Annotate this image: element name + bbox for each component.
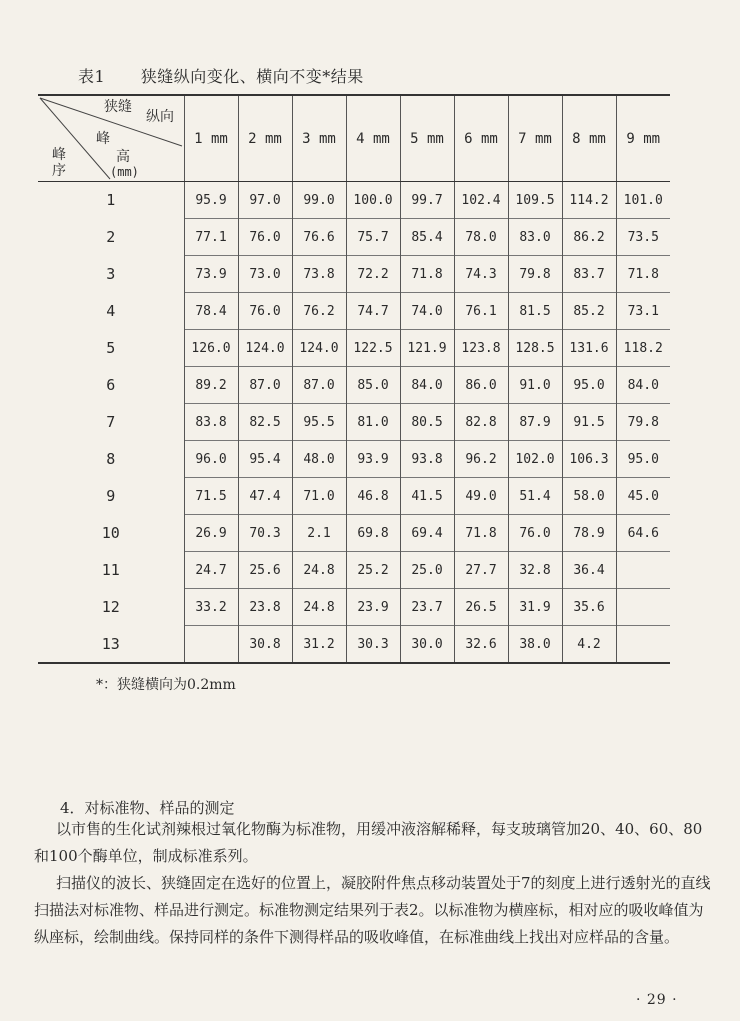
table-cell: 122.5 — [346, 330, 400, 367]
table-row — [38, 256, 670, 293]
table-cell: 128.5 — [508, 330, 562, 367]
table-caption — [78, 64, 364, 87]
row-label: 7 — [106, 413, 116, 431]
table-cell: 26.5 — [454, 589, 508, 626]
table-cell: 118.2 — [616, 330, 670, 367]
table-cell: 24.8 — [292, 589, 346, 626]
table-cell: 91.0 — [508, 367, 562, 404]
table-cell: 73.8 — [292, 256, 346, 293]
row-label: 1 — [106, 191, 116, 210]
table-cell: 87.0 — [238, 367, 292, 404]
table-cell: 77.1 — [184, 219, 238, 256]
paragraph: 以市售的生化试剂辣根过氧化物酶为标准物，用缓冲液溶解稀释，每支玻璃管加20、40、60、80和100个酶单位，制成标准系列。 — [34, 820, 703, 865]
table-row — [38, 219, 670, 256]
table-cell: 78.9 — [562, 515, 616, 552]
row-label: 12 — [101, 598, 120, 616]
corner-label-slit: 狭缝 — [104, 99, 132, 115]
table-cell: 87.9 — [508, 404, 562, 441]
table-row — [38, 293, 670, 330]
table-cell: 30.3 — [346, 626, 400, 664]
table-cell: 38.0 — [508, 626, 562, 664]
table-cell: 114.2 — [562, 182, 616, 219]
table-cell: 121.9 — [400, 330, 454, 367]
table-cell: 73.1 — [616, 293, 670, 330]
table-cell: 86.0 — [454, 367, 508, 404]
table-cell: 25.0 — [400, 552, 454, 589]
table-cell: 45.0 — [616, 478, 670, 515]
table-cell: 25.6 — [238, 552, 292, 589]
table-cell: 81.5 — [508, 293, 562, 330]
table-cell: 32.6 — [454, 626, 508, 664]
corner-label-unit: (mm) — [110, 165, 139, 179]
table-cell: 25.2 — [346, 552, 400, 589]
header-row — [38, 95, 670, 182]
table-row — [38, 441, 670, 478]
table-cell — [184, 626, 238, 664]
table-title: 狭缝纵向变化、横向不变*结果 — [140, 67, 364, 86]
table-cell: 81.0 — [346, 404, 400, 441]
table-cell: 64.6 — [616, 515, 670, 552]
row-label: 6 — [106, 376, 116, 394]
table-cell: 78.4 — [184, 293, 238, 330]
table-cell: 48.0 — [292, 441, 346, 478]
table-cell: 85.4 — [400, 219, 454, 256]
table-cell: 49.0 — [454, 478, 508, 515]
row-label: 13 — [38, 626, 184, 664]
corner-label-peak-row: 峰 — [52, 147, 66, 163]
table-row — [38, 589, 670, 626]
table-cell: 100.0 — [346, 182, 400, 219]
table-cell: 46.8 — [346, 478, 400, 515]
column-header: 1 mm — [184, 95, 238, 182]
table-row — [38, 330, 670, 367]
column-header: 8 mm — [562, 95, 616, 182]
table-cell: 96.2 — [454, 441, 508, 478]
table-cell: 126.0 — [184, 330, 238, 367]
table-cell: 27.7 — [454, 552, 508, 589]
table-cell: 26.9 — [184, 515, 238, 552]
corner-label-longitudinal: 纵向 — [146, 109, 174, 125]
table-cell: 106.3 — [562, 441, 616, 478]
table-cell: 74.3 — [454, 256, 508, 293]
table-cell: 102.0 — [508, 441, 562, 478]
corner-label-height: 高 — [116, 149, 130, 165]
table-cell: 79.8 — [508, 256, 562, 293]
column-header: 6 mm — [454, 95, 508, 182]
table-cell — [616, 589, 670, 626]
table-cell: 70.3 — [238, 515, 292, 552]
table-cell: 30.0 — [400, 626, 454, 664]
table-cell: 95.0 — [562, 367, 616, 404]
corner-label-peak: 峰 — [96, 131, 110, 147]
table-cell: 85.2 — [562, 293, 616, 330]
table-cell: 24.8 — [292, 552, 346, 589]
table-cell: 96.0 — [184, 441, 238, 478]
table-cell: 95.5 — [292, 404, 346, 441]
column-header: 4 mm — [346, 95, 400, 182]
table-cell: 41.5 — [400, 478, 454, 515]
table-cell: 123.8 — [454, 330, 508, 367]
column-header: 7 mm — [508, 95, 562, 182]
table-cell: 93.9 — [346, 441, 400, 478]
table-cell: 2.1 — [292, 515, 346, 552]
table-body — [38, 182, 670, 664]
table-cell: 76.0 — [238, 219, 292, 256]
row-label: 8 — [106, 450, 116, 468]
table-cell: 84.0 — [616, 367, 670, 404]
table-cell: 23.7 — [400, 589, 454, 626]
table-cell: 24.7 — [184, 552, 238, 589]
table-cell: 35.6 — [562, 589, 616, 626]
table-cell: 71.8 — [400, 256, 454, 293]
table-cell: 131.6 — [562, 330, 616, 367]
table-row — [38, 515, 670, 552]
table-cell: 74.0 — [400, 293, 454, 330]
table-cell: 73.0 — [238, 256, 292, 293]
row-label: 4 — [106, 302, 116, 320]
table-cell: 76.0 — [508, 515, 562, 552]
row-label: 10 — [101, 524, 120, 542]
column-header: 3 mm — [292, 95, 346, 182]
table-cell: 95.0 — [616, 441, 670, 478]
table-cell: 82.5 — [238, 404, 292, 441]
table-footnote: *：狭缝横向为0.2mm — [96, 677, 236, 693]
table-row — [38, 404, 670, 441]
table-cell: 76.1 — [454, 293, 508, 330]
table-row — [38, 552, 670, 589]
table-cell — [616, 626, 670, 664]
table-cell: 76.0 — [238, 293, 292, 330]
table-cell: 95.9 — [184, 182, 238, 219]
table-cell: 99.0 — [292, 182, 346, 219]
table-cell: 124.0 — [292, 330, 346, 367]
table-cell: 83.0 — [508, 219, 562, 256]
table-cell: 76.2 — [292, 293, 346, 330]
table-cell: 4.2 — [562, 626, 616, 664]
row-label: 11 — [101, 561, 120, 579]
table-cell: 101.0 — [616, 182, 670, 219]
table-cell: 84.0 — [400, 367, 454, 404]
table-cell: 69.8 — [346, 515, 400, 552]
table-cell: 124.0 — [238, 330, 292, 367]
section-heading: 4．对标准物、样品的测定 — [60, 799, 235, 817]
table-cell: 91.5 — [562, 404, 616, 441]
table-cell: 72.2 — [346, 256, 400, 293]
table-cell: 78.0 — [454, 219, 508, 256]
table-row — [38, 478, 670, 515]
table-cell: 32.8 — [508, 552, 562, 589]
table-cell: 86.2 — [562, 219, 616, 256]
results-table — [38, 94, 670, 664]
table-cell: 74.7 — [346, 293, 400, 330]
row-label: 9 — [106, 487, 116, 505]
page-number: · 29 · — [636, 992, 678, 1008]
table-cell: 58.0 — [562, 478, 616, 515]
table-cell: 89.2 — [184, 367, 238, 404]
table-cell: 69.4 — [400, 515, 454, 552]
table-cell: 31.2 — [292, 626, 346, 664]
table-cell: 23.9 — [346, 589, 400, 626]
table-cell: 93.8 — [400, 441, 454, 478]
table-cell: 36.4 — [562, 552, 616, 589]
table-cell: 71.8 — [454, 515, 508, 552]
column-header: 9 mm — [616, 95, 670, 182]
table-cell: 83.8 — [184, 404, 238, 441]
row-label: 2 — [106, 228, 116, 246]
table-row — [38, 182, 670, 219]
table-cell: 76.6 — [292, 219, 346, 256]
corner-header — [38, 95, 184, 182]
table-cell — [616, 552, 670, 589]
table-cell: 83.7 — [562, 256, 616, 293]
column-header: 5 mm — [400, 95, 454, 182]
table-cell: 73.5 — [616, 219, 670, 256]
column-header: 2 mm — [238, 95, 292, 182]
table-cell: 80.5 — [400, 404, 454, 441]
row-label: 5 — [106, 339, 116, 357]
table-cell: 71.5 — [184, 478, 238, 515]
row-label: 3 — [106, 265, 116, 283]
table-number: 表1 — [78, 67, 106, 86]
table-cell: 33.2 — [184, 589, 238, 626]
table-cell: 82.8 — [454, 404, 508, 441]
paragraph: 扫描仪的波长、狭缝固定在选好的位置上，凝胶附件焦点移动装置处于7的刻度上进行透射光的直线扫描法对标准物、样品进行测定。标准物测定结果列于表2。以标准物为横座标，相对应的吸收峰值为纵座标，绘制曲线。保持同样的条件下测得样品的吸收峰值，在标准曲线上找出对应样品的含量。 — [34, 874, 711, 946]
table-cell: 71.0 — [292, 478, 346, 515]
table-cell: 73.9 — [184, 256, 238, 293]
table-cell: 30.8 — [238, 626, 292, 664]
table-cell: 71.8 — [616, 256, 670, 293]
table-cell: 97.0 — [238, 182, 292, 219]
table-cell: 99.7 — [400, 182, 454, 219]
corner-label-order: 序 — [52, 163, 66, 179]
table-cell: 47.4 — [238, 478, 292, 515]
table-row — [38, 626, 670, 664]
table-cell: 109.5 — [508, 182, 562, 219]
table-cell: 102.4 — [454, 182, 508, 219]
table-cell: 85.0 — [346, 367, 400, 404]
table-cell: 75.7 — [346, 219, 400, 256]
table-cell: 23.8 — [238, 589, 292, 626]
table-row — [38, 367, 670, 404]
table-cell: 51.4 — [508, 478, 562, 515]
table-cell: 79.8 — [616, 404, 670, 441]
table-cell: 95.4 — [238, 441, 292, 478]
table-cell: 31.9 — [508, 589, 562, 626]
table-cell: 87.0 — [292, 367, 346, 404]
